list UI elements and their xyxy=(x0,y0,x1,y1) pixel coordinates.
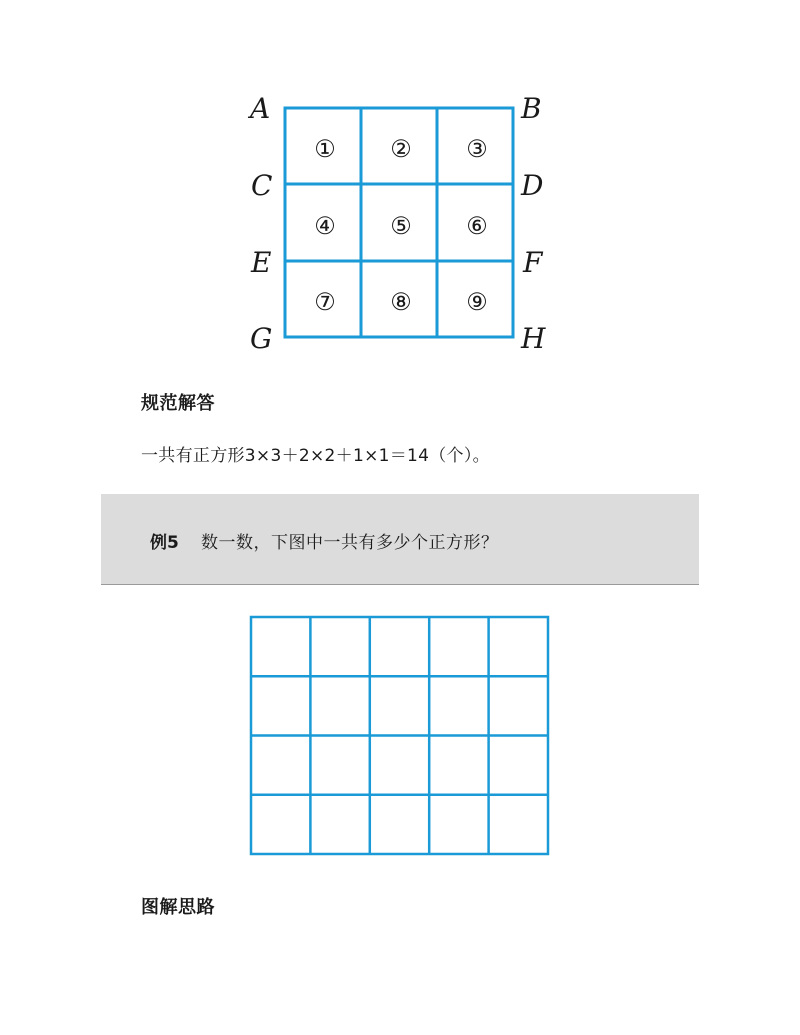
corner-label-d: D xyxy=(521,169,544,202)
cell-number-5: ⑤ xyxy=(390,212,412,240)
cell-numbers xyxy=(314,135,488,316)
cell-number-2: ② xyxy=(390,135,412,163)
corner-label-g: G xyxy=(250,322,273,355)
corner-label-f: F xyxy=(523,246,543,279)
cell-number-8: ⑧ xyxy=(390,288,412,316)
answer-text: 一共有正方形3×3＋2×2＋1×1＝14（个）。 xyxy=(141,446,490,466)
corner-label-c: C xyxy=(251,169,273,202)
cell-number-3: ③ xyxy=(466,135,488,163)
figure-3x3-grid xyxy=(0,0,800,380)
corner-label-e: E xyxy=(251,246,272,279)
cell-number-1: ① xyxy=(314,135,336,163)
corner-label-h: H xyxy=(521,322,546,355)
corner-label-b: B xyxy=(521,92,542,125)
cell-number-9: ⑨ xyxy=(466,288,488,316)
cell-number-4: ④ xyxy=(314,212,336,240)
cell-number-7: ⑦ xyxy=(314,288,336,316)
cell-number-6: ⑥ xyxy=(466,212,488,240)
section-heading-standard-answer: 规范解答 xyxy=(141,393,215,414)
example-question: 数一数，下图中一共有多少个正方形？ xyxy=(201,533,499,553)
grid-lines-4x5 xyxy=(251,617,548,854)
corner-label-a: A xyxy=(250,92,271,125)
section-heading-solution-idea: 图解思路 xyxy=(141,897,215,918)
example-label: 例5 xyxy=(150,533,179,553)
example-box xyxy=(101,494,699,585)
figure-4x5-grid xyxy=(0,600,800,870)
